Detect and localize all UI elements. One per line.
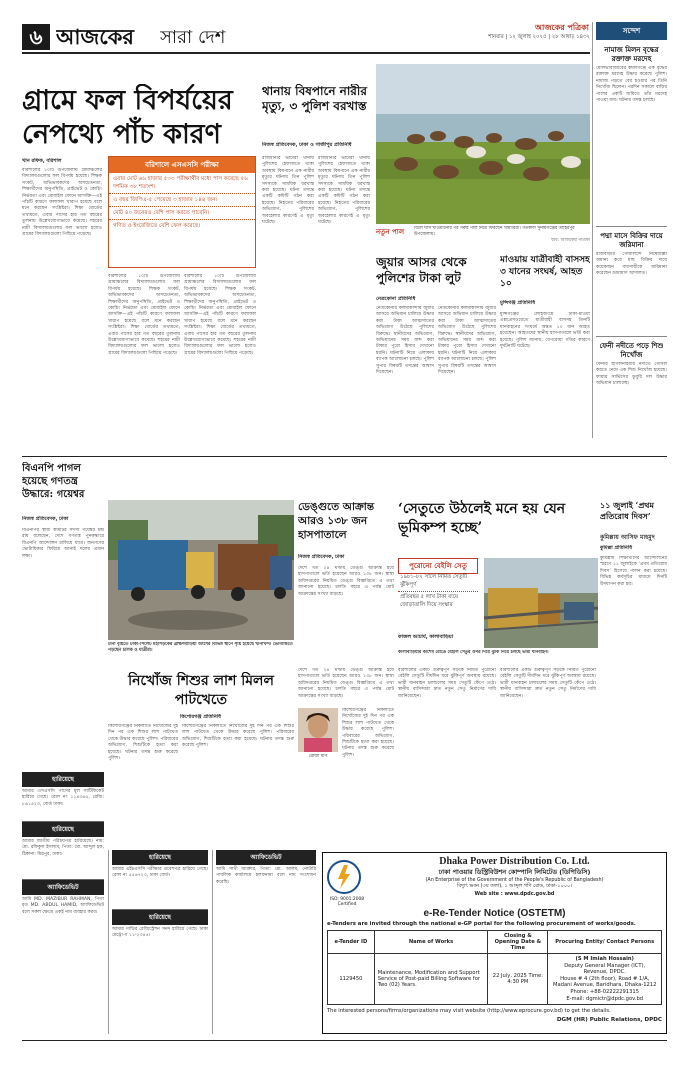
tender-contact-name: (S M Imiah Hossain) [575,956,634,962]
classified-item: আমি MD. MAZIBUR RAHMAN, পিতা মৃত MD. ABDUL HAMID, অ্যাফিডেভিট বলে সকল ক্ষেত্রে একই নাম ব্যবহার করব। [22,897,104,915]
mawa-byline: মুন্সিগঞ্জ প্রতিনিধি [500,300,535,306]
tender-website: Web site : www.dpdc.gov.bd [474,891,555,897]
child-photo-image [298,708,338,752]
bottom-rule [22,1040,667,1041]
tender-col-header: Procuring Entity/ Contact Persons [548,931,662,954]
lead-box-point: এ বছর জিপিএ-৫ পেয়েছে ৩ হাজার ১৪৪ জন। [109,194,255,207]
thana-body-col2: রাজধানীর ভাটারা থানায় পুলিশের হেফাজতে থাকা অবস্থায় বিষপানে এক নারীর মৃত্যুর ঘটনায় তিন পুলিশ সদস্যকে সাময়িক বরখাস্ত করা হয়েছে। ঘটনা তদন্তে একটি কমিটি গঠন করা হয়েছে। নিহতের পরিবারের অভিযোগ, পুলিশের অবহেলার কারণেই এ মৃত্যু ঘটেছে। [318,156,370,226]
mawa-body: মুন্সিগঞ্জের লৌহজংয়ে ঢাকা-মাওয়া এক্সপ্রেসওয়েতে যাত্রীবাহী বাসসহ তিনটি যানবাহনের সংঘর্ষে অন্তত ১০ জন আহত হয়েছেন। আহতদের স্থানীয় হাসপাতালে ভর্তি করা হয়েছে। পুলিশ জানায়, বেপরোয়া গতির কারণে দুর্ঘটনাটি ঘটেছে। [500,312,590,350]
tender-notice [322,852,667,1034]
thana-byline: নিজস্ব প্রতিবেদক, ঢাকা ও গাজীপুর প্রতিনিধি [262,142,352,148]
bridge-body-col2: বরিশালের একটি গুরুত্বপূর্ণ সড়কে নির্মিত পুরোনো বেইলি সেতুটি দীর্ঘদিন ধরে ঝুঁকিপূর্ণ অবস্থায় রয়েছে। ভারী যানবাহন চলাচলের সময় সেতুটি কেঁপে ওঠে। স্থানীয় বাসিন্দারা দ্রুত নতুন সেতু নির্মাণের দাবি জানিয়েছেন। [500,668,596,699]
thana-body-col1: রাজধানীর ভাটারা থানায় পুলিশের হেফাজতে থাকা অবস্থায় বিষপানে এক নারীর মৃত্যুর ঘটনায় তিন পুলিশ সদস্যকে সাময়িক বরখাস্ত করা হয়েছে। ঘটনা তদন্তে একটি কমিটি গঠন করা হয়েছে। নিহতের পরিবারের অভিযোগ, পুলিশের অবহেলার কারণেই এ মৃত্যু ঘটেছে। [262,156,314,226]
classified-header: অ্যাফিডেভিট [216,850,316,865]
sidebar-story3-body: ফেনীর ছাগলনাইয়ায় নদীতে গোসল করতে নেমে এক শিশু নিখোঁজ হয়েছে। ফায়ার সার্ভিসের ডুবুরি দল উদ্ধার অভিযান চালাচ্ছে। [596,362,667,387]
tender-title: e-Re-Tender Notice (OSTETM) [423,908,566,919]
bridge-kicker: পুরোনো বেইলি সেতু [398,558,478,574]
tender-contact-addr: House # 4 (2th floor), Road # 1/A, Madani Avenue, Baridhara, Dhaka-1212 [553,975,657,989]
classifieds-col2 [108,850,208,1034]
classified-header: হারিয়েছে [22,772,104,787]
dengue-body: দেশে গত ২৪ ঘণ্টায় ডেঙ্গু আক্রান্ত হয়ে হাসপাতালে ভর্তি হয়েছেন আরও ১৩৮ জন। স্বাস্থ্য অধিদপ্তরের নিয়মিত ডেঙ্গু বিজ্ঞপ্তিতে এ তথ্য জানানো হয়েছে। চলতি বছরে এ পর্যন্ত মোট আক্রান্তের সংখ্যা বাড়ছে। [298,566,394,597]
joar-body-col1: নেত্রকোনার কলমাকান্দায় জুয়ার আসরে অভিযান চালিয়ে উদ্ধার করা টাকা আত্মসাতের অভিযোগ উঠেছে পুলিশের বিরুদ্ধে। স্থানীয়দের অভিযোগ, অভিযানের সময় জব্দ করা টাকার পুরো হিসাব দেখানো হয়নি। ঘটনাটি নিয়ে এলাকায় ব্যাপক আলোচনা চলছে। পুলিশ সুপার বিষয়টি তদন্তের আশ্বাস দিয়েছেন। [376,306,434,376]
tender-col-header: Name of Works [374,931,488,954]
cows-photo-image [376,64,590,224]
tender-works: Maintenance, Modification and Support Service of Post-paid Billing Software for Two (02) Years. [374,954,488,1005]
thana-headline: থানায় বিষপানে নারীর মৃত্যু, ৩ পুলিশ বরখাস্ত [262,84,367,113]
sidebar-story2-body: রাজবাড়ীর গোয়ালন্দে নিষেধাজ্ঞা অমান্য করে মাছ বিক্রির দায়ে কয়েকজন ব্যবসায়ীকে জরিমানা করেছেন ভ্রাম্যমাণ আদালত। [596,252,667,277]
tender-company-en: Dhaka Power Distribution Co. Ltd. [439,856,590,867]
classifieds-col3 [212,850,316,1034]
tender-signature: DGM (HR) Public Relations, DPDC [556,1017,662,1024]
masthead-paper-name-full: আজকের পত্রিকা [535,23,589,32]
lead-box-point: মোট ৪০ জনেরও বেশি পাস করতে পারেনি। [109,207,255,220]
classifieds [22,772,104,1034]
lead-box [108,156,256,268]
lead-body-col2: বরিশালের ১০টি উপজেলায় গ্রামাঞ্চলের বিদ্যালয়গুলোর ফল বিপর্যয় হয়েছে। শিক্ষক সংকট, অভিভাবকদের অসচেতনতা, শিক্ষার্থীদের অনুপস্থিতি, প্রাইভেট ও কোচিং নির্ভরতা এবং মোবাইল ফোনে আসক্তি—এই পাঁচটি কারণে ফলাফল খারাপ হয়েছে বলে মনে করছেন সংশ্লিষ্টরা। শিক্ষা বোর্ডের তথ্যমতে, এবার পাসের হার গত বছরের তুলনায় উল্লেখযোগ্যভাবে কমেছে। শহরের নামী বিদ্যালয়গুলোর ফল ভালো হলেও গ্রামের বিদ্যালয়গুলো পিছিয়ে পড়েছে। [108,274,180,356]
classified-item: আমার গাড়ির রেজিস্ট্রেশন সনদ হারিয়ে গেছে। ঢাকা মেট্রো-গ ১১-২৩৪৫। [112,927,208,939]
page-number: ৬ [22,24,50,50]
tender-phone: Phone: +88-02222291315 [570,988,639,995]
bridge-headline: ‘সেতুতে উঠলেই মনে হয় যেন ভূমিকম্প হচ্ছে’ [398,501,566,536]
cows-photo [376,64,590,224]
child-byline: কিশোরগঞ্জ প্রতিনিধি [180,714,221,720]
bnp-body: বিএনপির স্থায়ী কমিটির সদস্য গয়েশ্বর চন্দ্র রায় বলেছেন, দেশে গণতন্ত্র পুনরুদ্ধারে বিএনপি আন্দোলন চালিয়ে যাবে। জনগণের ভোটাধিকার ফিরিয়ে আনাই দলের প্রধান লক্ষ্য। [22,528,104,559]
sidebar-story1-headline: নামাজ মিলন বৃদ্ধের রক্তাক্ত মরদেহ [604,45,659,63]
tender-intro: e-Tenders are invited through the national e-GP portal for the following procurement of works/goods. [327,921,636,927]
dengue-body-cont: দেশে গত ২৪ ঘণ্টায় ডেঙ্গু আক্রান্ত হয়ে হাসপাতালে ভর্তি হয়েছেন আরও ১৩৮ জন। স্বাস্থ্য অধিদপ্তরের নিয়মিত ডেঙ্গু বিজ্ঞপ্তিতে এ তথ্য জানানো হয়েছে। চলতি বছরে এ পর্যন্ত মোট আক্রান্তের সংখ্যা বাড়ছে। [298,668,394,699]
joar-headline: জুয়ার আসর থেকে পুলিশের টাকা লুট [376,255,467,285]
masthead-section: সারা দেশ [160,27,226,48]
bridge-photo-image [484,558,598,648]
bnp-byline: নিজস্ব প্রতিবেদক, ঢাকা [22,516,69,522]
tender-iso: ISO: 9001:2008 Certified [329,897,365,907]
lead-body-col1: বরিশালের ১০টি উপজেলায় গ্রামাঞ্চলের বিদ্যালয়গুলোর ফল বিপর্যয় হয়েছে। শিক্ষক সংকট, অভিভাবকদের অসচেতনতা, শিক্ষার্থীদের অনুপস্থিতি, প্রাইভেট ও কোচিং নির্ভরতা এবং মোবাইল ফোনে আসক্তি—এই পাঁচটি কারণে ফলাফল খারাপ হয়েছে বলে মনে করছেন সংশ্লিষ্টরা। শিক্ষা বোর্ডের তথ্যমতে, এবার পাসের হার গত বছরের তুলনায় উল্লেখযোগ্যভাবে কমেছে। শহরের নামী বিদ্যালয়গুলোর ফল ভালো হলেও গ্রামের বিদ্যালয়গুলো পিছিয়ে পড়েছে। [22,168,102,238]
classified-header: হারিয়েছে [112,850,208,865]
child-body-col3: কিশোরগঞ্জের নিকলীতে নিখোঁজের দুই দিন পর এক শিশুর লাশ পাটখেত থেকে উদ্ধার করেছে পুলিশ। পরিবারের অভিযোগ, শিশুটিকে হত্যা করা হয়েছে। ঘটনার তদন্ত শুরু করেছে পুলিশ। [342,708,394,758]
joar-body-col2: নেত্রকোনার কলমাকান্দায় জুয়ার আসরে অভিযান চালিয়ে উদ্ধার করা টাকা আত্মসাতের অভিযোগ উঠেছে পুলিশের বিরুদ্ধে। স্থানীয়দের অভিযোগ, অভিযানের সময় জব্দ করা টাকার পুরো হিসাব দেখানো হয়নি। ঘটনাটি নিয়ে এলাকায় ব্যাপক আলোচনা চলছে। পুলিশ সুপার বিষয়টি তদন্তের আশ্বাস দিয়েছেন। [438,306,496,376]
sidebar [592,22,667,438]
tender-sub-en: (An Enterprise of the Government of the People's Republic of Bangladesh) [425,878,604,883]
classified-header: হারিয়েছে [112,910,208,925]
classified-item: আমার এইচএসসি পরীক্ষার প্রবেশপত্র হারিয়ে গেছে। রোল নং ৫৫৬৭২৩, ঢাকা বোর্ড। [112,865,208,910]
tender-address: বিদ্যুৎ ভবন (৩য় তলা), ১ আব্দুল গণি রোড, ঢাকা-১০০০। [456,883,573,889]
july-headline: ১১ জুলাই ‘প্রথম প্রতিরোধ দিবস’ [600,500,654,521]
july-sub: কুমিল্লায় আসিফ মাহমুদ [600,534,655,541]
tender-email[interactable]: E-mail: dgmictr@dpdc.gov.bd [566,995,644,1002]
tender-contact [548,954,662,1005]
july-body: কুমিল্লায় শিক্ষার্থীদের আন্দোলনের স্মরণে ১১ জুলাইকে ‘প্রথম প্রতিরোধ দিবস’ হিসেবে পালন করা হয়েছে। বিভিন্ন কর্মসূচির মাধ্যমে দিনটি উদযাপন করা হয়। [600,556,667,587]
lead-headline: গ্রামে ফল বিপর্যয়ের নেপথ্যে পাঁচ কারণ [22,85,233,150]
dengue-byline: নিজস্ব প্রতিবেদক, ঢাকা [298,554,345,560]
joar-byline: নেত্রকোনা প্রতিনিধি [376,296,416,302]
masthead-paper-name: আজকের [56,24,134,49]
bnp-headline: বিএনপি পাগল হয়েছে গণতন্ত্র উদ্ধারে: গয়েশ্বর [22,463,85,500]
classified-item: আমি সাথী আক্তার, পিতা: মো. আলম, নোটারি পাবলিক কার্যালয়ে হলফনামা বলে নাম সংশোধন করেছি। [216,867,316,885]
sidebar-story3-headline: ফেনী নদীতে পড়ে শিশু নিখোঁজ [599,341,664,359]
masthead-rule [22,52,590,54]
sidebar-story1-body: মৌলভীবাজারের কমলগঞ্জে এক বৃদ্ধের রক্তাক্ত মরদেহ উদ্ধার করেছে পুলিশ। নামাজ পড়তে বের হওয়ার পর তিনি নিখোঁজ ছিলেন। পরদিন সকালে বাড়ির পাশের একটি জমিতে তাঁর মরদেহ পাওয়া যায়। ঘটনার তদন্ত চলছে। [596,66,667,104]
tender-footer: The interested persons/firms/organizations may visit website (http://www.eprocure.gov.bd) to get the details. [327,1008,611,1015]
lead-body-col3: বরিশালের ১০টি উপজেলায় গ্রামাঞ্চলের বিদ্যালয়গুলোর ফল বিপর্যয় হয়েছে। শিক্ষক সংকট, অভিভাবকদের অসচেতনতা, শিক্ষার্থীদের অনুপস্থিতি, প্রাইভেট ও কোচিং নির্ভরতা এবং মোবাইল ফোনে আসক্তি—এই পাঁচটি কারণে ফলাফল খারাপ হয়েছে বলে মনে করছেন সংশ্লিষ্টরা। শিক্ষা বোর্ডের তথ্যমতে, এবার পাসের হার গত বছরের তুলনায় উল্লেখযোগ্যভাবে কমেছে। শহরের নামী বিদ্যালয়গুলোর ফল ভালো হলেও গ্রামের বিদ্যালয়গুলো পিছিয়ে পড়েছে। [184,274,256,356]
classified-header: হারিয়েছে [22,822,104,837]
child-body-col1: কিশোরগঞ্জের নিকলীতে নিখোঁজের দুই দিন পর এক শিশুর লাশ পাটখেত থেকে উদ্ধার করেছে পুলিশ। পরিবারের অভিযোগ, শিশুটিকে হত্যা করা হয়েছে। ঘটনার তদন্ত শুরু করেছে পুলিশ। [108,724,178,762]
dpdc-logo [327,860,361,894]
bridge-byline: কাজল আচার্য, কালাবাড়িয়া [398,634,454,640]
sidebar-story2-headline: পদ্মা মাসে বিক্রির দায়ে জরিমানা [600,231,663,249]
trucks-photo-image [108,500,294,640]
section-rule [22,456,667,457]
trucks-photo [108,500,294,640]
classified-header: অ্যাফিডেভিট [22,880,104,895]
classified-item: আমার জাতীয় পরিচয়পত্র হারিয়েছে। নাম: মো. রফিকুল ইসলাম, পিতা: মো. আব্দুল হক, ঠিকানা: মিরপুর, ঢাকা। [22,837,104,880]
child-photo [298,708,338,752]
child-headline: নিখোঁজ শিশুর লাশ মিলল পাটখেতে [128,673,274,708]
tender-company-bn: ঢাকা পাওয়ার ডিস্ট্রিবিউশন কোম্পানি লিমিটেড (ডিপিডিসি) [438,868,591,876]
july-byline: কুমিল্লা প্রতিনিধি [600,545,633,551]
lead-box-point: গণিত ও ইংরেজিতে বেশি ফেল করেছে। [113,223,201,229]
trucks-photo-caption: টানা বৃষ্টিতে ঢাকা-সিলেট মহাসড়কের ব্রাহ্মণবাড়িয়া অংশের বিভিন্ন স্থানে সৃষ্টি হয়েছে খানাখন্দ। ভোগান্তিতে পড়ছেন চালক ও যাত্রীরা। [108,642,293,653]
bridge-body-col1: বরিশালের একটি গুরুত্বপূর্ণ সড়কে নির্মিত পুরোনো বেইলি সেতুটি দীর্ঘদিন ধরে ঝুঁকিপূর্ণ অবস্থায় রয়েছে। ভারী যানবাহন চলাচলের সময় সেতুটি কেঁপে ওঠে। স্থানীয় বাসিন্দারা দ্রুত নতুন সেতু নির্মাণের দাবি জানিয়েছেন। [398,668,496,699]
tender-contact-title: Deputy General Manager (ICT), Revenue, DPDC. [564,962,646,976]
child-photo-caption: রোজা মণি [308,754,328,759]
dateline: শনিবার | ১২ জুলাই ২০২৫ | ২৮ আষাঢ় ১৪৩২ [488,34,590,40]
lead-byline: খান রফিক, বরিশাল [22,158,62,164]
cows-photo-caption: বিলে ঘাস খাওয়ানোর পর গরুর পাল নিয়ে ফিরছেন খামারিরা। গতকাল সুনামগঞ্জের তাহিরপুর উপজেলায়। [414,226,575,237]
tender-id: 1129450 [328,954,375,1005]
lead-box-title: বরিশালে এসএসসি পরীক্ষা [109,157,255,173]
lead-box-point: এবার মোট ৬৬ হাজার ৫৩৩ পরীক্ষার্থীর মধ্যে পাস করেছে ৫৬ দশমিক ৩৮ শতাংশ। [109,173,255,194]
tender-table [327,930,662,1005]
child-body-col2: কিশোরগঞ্জের নিকলীতে নিখোঁজের দুই দিন পর এক শিশুর লাশ পাটখেত থেকে উদ্ধার করেছে পুলিশ। পরিবারের অভিযোগ, শিশুটিকে হত্যা করা হয়েছে। ঘটনার তদন্ত শুরু করেছে পুলিশ। [182,724,294,749]
sidebar-title: সন্দেশ [596,22,667,40]
bridge-box-point: ১৯৮১-৮২ সালে নির্মিত সেতুটি ঝুঁকিপূর্ণ [398,572,478,592]
bridge-box-point: প্রতিবছর ৫ লাখ টাকা ব্যয়ে জোড়াতালি দিয়ে সংস্কার [400,594,459,608]
mawa-headline: মাওয়ায় যাত্রীবাহী বাসসহ ৩ যানের সংঘর্ষ, আহত ১০ [500,255,590,289]
cows-photo-credit: ছবি: আজকের পত্রিকা [551,238,590,243]
cows-photo-label: নতুন পাল [376,228,405,236]
tender-col-header: Closing & Opening Date & Time [488,931,548,954]
tender-closing: 22 July, 2025 Time: 4:30 PM [488,954,548,1005]
dpdc-logo-icon [327,860,361,894]
classified-item: আমার এসএসসি পাসের মূল সার্টিফিকেট হারিয়ে গেছে। রোল নং ১১৪৩৬৫, রেজি: ৮৬১৪২৩, বোর্ড ঢাকা। [22,787,104,822]
bridge-box [398,572,478,628]
dengue-headline: ডেঙ্গুতে আক্রান্ত আরও ১৩৮ জন হাসপাতালে [298,501,375,541]
bridge-photo [484,558,598,648]
bridge-caption: কালাবাড়িয়ার কাশেম রোডে বেইলি সেতুর ওপর দিয়ে ঝুঁকি নিয়ে চলছে ভারী যানবাহন। [398,650,549,655]
tender-col-header: e-Tender ID [328,931,375,954]
